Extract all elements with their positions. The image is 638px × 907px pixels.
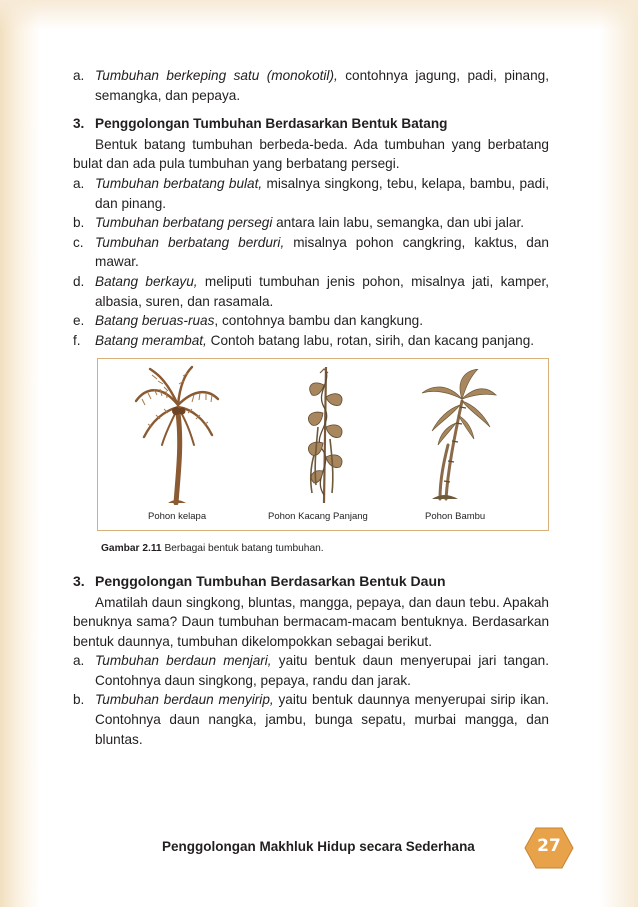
- item-italic: Tumbuhan berbatang berduri,: [95, 234, 285, 250]
- item-label: a.: [73, 653, 85, 669]
- item-label: f.: [73, 332, 81, 348]
- item-rest: , contohnya bambu dan kangkung.: [214, 313, 423, 329]
- item-label: c.: [73, 234, 84, 250]
- page-number: 27: [537, 836, 561, 856]
- figure-caption: [101, 539, 549, 559]
- list-item: [73, 174, 549, 213]
- item-rest: antara lain labu, semangka, dan ubi jalar.: [272, 215, 524, 231]
- caption-number: Gambar 2.11: [101, 543, 162, 555]
- item-text: [95, 272, 549, 311]
- item-text: [95, 174, 549, 213]
- item-text: [95, 233, 549, 272]
- item-italic: Tumbuhan berdaun menjari,: [95, 653, 272, 669]
- item-italic: Tumbuhan berbatang persegi: [95, 215, 273, 231]
- page-content: [73, 66, 549, 749]
- item-label: b.: [73, 692, 85, 708]
- footer-chapter-title: Penggolongan Makhluk Hidup secara Sederhana: [162, 839, 475, 854]
- item-italic: Tumbuhan berkeping satu (monokotil),: [95, 68, 338, 83]
- list-item: [73, 690, 549, 749]
- item-label: a.: [73, 175, 85, 191]
- heading-title: Penggolongan Tumbuhan Berdasarkan Bentuk Batang: [95, 116, 448, 132]
- item-label: b.: [73, 215, 85, 231]
- list-item: [73, 213, 549, 233]
- figure-label-coconut: Pohon kelapa: [148, 511, 207, 523]
- item-italic: Batang merambat,: [95, 332, 207, 348]
- list-item: [73, 331, 549, 351]
- item-text: [95, 66, 549, 105]
- item-rest: contohnya jagung, padi, pinang, semangka, dan pepaya.: [95, 68, 550, 103]
- section-heading-daun: [73, 572, 549, 592]
- section-paragraph-daun: Amatilah daun singkong, bluntas, mangga, pepaya, dan daun tebu. Apakah benuknya sama? Daun tumbuhan bermacam-macam bentuknya. Berdasarkan bentuk daunnya, tumbuhan dikelompokkan sebagai berikut.: [73, 594, 549, 649]
- list-item: [73, 233, 549, 272]
- item-rest: yaitu bentuk daun menyerupai jari tangan. Contohnya daun singkong, pepaya, randu dan jarak.: [95, 653, 549, 688]
- item-italic: Tumbuhan berdaun menyirip,: [95, 692, 274, 708]
- item-rest: yaitu bentuk daunnya menyerupai sirip ikan. Contohnya daun nangka, jambu, bunga sepatu, murbai mangga, dan bluntas.: [95, 692, 549, 747]
- item-label: e.: [73, 313, 85, 329]
- item-italic: Batang beruas-ruas: [95, 313, 215, 329]
- item-text: [95, 213, 549, 233]
- heading-number: 3.: [73, 572, 85, 589]
- item-text: [95, 690, 549, 749]
- section-paragraph-batang: Bentuk batang tumbuhan berbeda-beda. Ada tumbuhan yang berbatang bulat dan ada pula tumbuhan yang berbatang persegi.: [73, 136, 549, 172]
- top-band: [0, 0, 638, 30]
- plant-figure: [97, 358, 549, 531]
- figure-label-bamboo: Pohon Bambu: [425, 511, 486, 523]
- list-item: [73, 311, 549, 331]
- item-rest: misalnya pohon cangkring, kaktus, dan mawar.: [95, 234, 549, 270]
- bamboo-illustration: [418, 369, 498, 503]
- item-text: [95, 331, 549, 351]
- list-item: [73, 272, 549, 311]
- item-label: a.: [73, 68, 85, 83]
- figure-label-long-bean: Pohon Kacang Panjang: [268, 511, 368, 523]
- item-text: [95, 651, 549, 690]
- caption-text: Berbagai bentuk batang tumbuhan.: [161, 543, 324, 555]
- coconut-tree-illustration: [132, 365, 222, 505]
- item-rest: misalnya singkong, tebu, kelapa, bambu, padi, dan pinang.: [95, 175, 549, 211]
- item-italic: Batang berkayu,: [95, 273, 198, 289]
- list-item: [73, 651, 549, 690]
- section-heading-batang: [73, 114, 549, 134]
- item-label: d.: [73, 273, 85, 289]
- item-text: [95, 311, 549, 331]
- heading-title: Penggolongan Tumbuhan Berdasarkan Bentuk Daun: [95, 572, 446, 589]
- item-italic: Tumbuhan berbatang bulat,: [95, 175, 263, 191]
- long-bean-illustration: [290, 365, 360, 505]
- heading-number: 3.: [73, 116, 85, 132]
- intro-item: [73, 66, 549, 105]
- item-rest: Contoh batang labu, rotan, sirih, dan kacang panjang.: [206, 332, 535, 348]
- item-rest: meliputi tumbuhan jenis pohon, misalnya jati, kamper, albasia, suren, dan rasamala.: [95, 273, 549, 309]
